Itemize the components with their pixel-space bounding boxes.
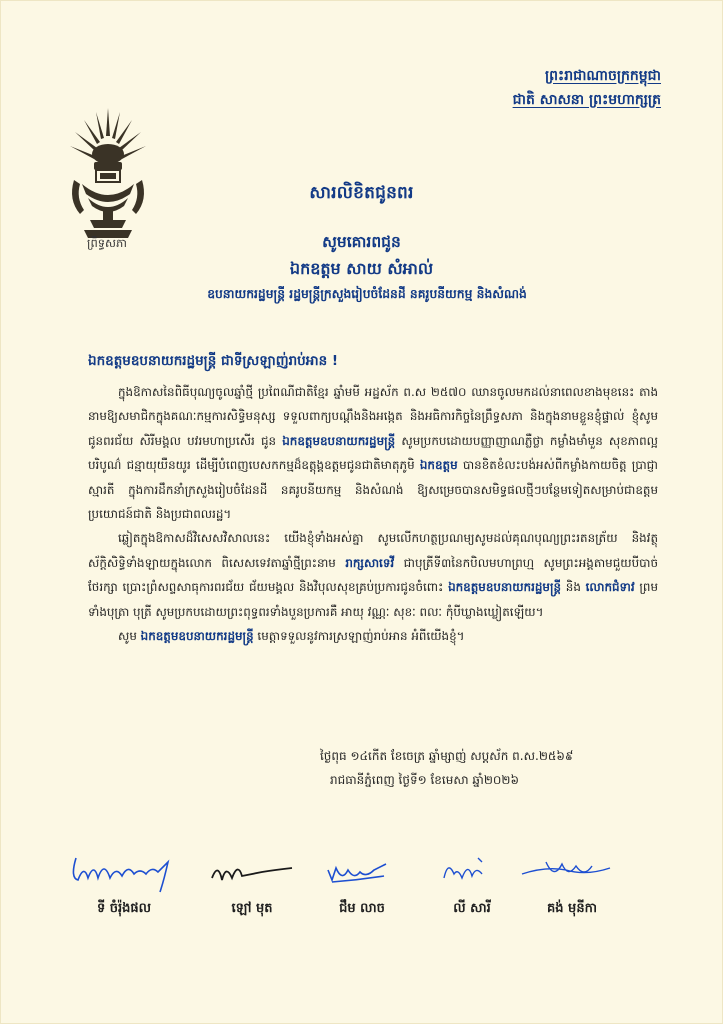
senate-emblem-icon (66, 106, 150, 246)
date-solar: រាជធានីភ្នំពេញ ថ្ងៃទី១ ខែមេសា ឆ្នាំ២០២៦ (330, 773, 519, 787)
document-title: សារលិខិតជូនពរ (309, 183, 414, 203)
paragraph-1 (88, 380, 658, 526)
p3-text-2: មេត្តាទទួលនូវការស្រឡាញ់រាប់អាន អំពីយើងខ្ញុំ។ (253, 629, 465, 644)
p2-bold-3: លោកជំទាវ (585, 580, 635, 595)
signatory-name-3: ជឹម លាច (339, 901, 385, 916)
p2-text-2: ជាបុត្រីទី៣នៃកបិលមហាព្រហ្ម សូមព្រះអង្គតាមជួយបីបាច់ថែរក្សា ប្រោះព្រំសព្ទសាធុការពរជ័យ ជ័យមង្គល និងវិបុលសុខគ្រប់ប្រការជូនចំពោះ (88, 555, 658, 595)
salutation: ឯកឧត្តមឧបនាយករដ្ឋមន្ត្រី ជាទីស្រឡាញ់រាប់អាន ! (88, 353, 339, 369)
recipient-position: ឧបនាយករដ្ឋមន្ត្រី រដ្ឋមន្ត្រីក្រសួងរៀបចំដែនដី នគរូបនីយកម្ម និងសំណង់ (207, 287, 527, 301)
signature-3 (302, 848, 422, 908)
p1-text-1: ក្នុងឱកាសនៃពិធីបុណ្យចូលឆ្នាំថ្មី ប្រពៃណីជាតិខ្មែរ ឆ្នាំមមី អដ្ឋស័ក ព.ស ២៥៧០ ឈានចូលមកដល់នាពេលខាងមុខនេះ តាងនាមឱ្យសមាជិកក្នុងគណៈកម្មការសិទ្ធិមនុស្ស ទទួលពាក្យបណ្តឹងនិងអង្កេត និងអធិការកិច្ចនៃព្រឹទ្ធសភា និងក្នុងនាមខ្លួនខ្ញុំផ្ទាល់ ខ្ញុំសូមជូនពរជ័យ សិរីមង្គល បវរមហាប្រសើរ ជូន (88, 385, 658, 448)
motto-kingdom: ព្រះរាជាណាចក្រកម្ពុជា (544, 68, 661, 84)
paragraph-2 (88, 526, 658, 624)
signatory-name-2: ឡៅ មុត (231, 901, 273, 916)
p2-bold-2: ឯកឧត្តមឧបនាយករដ្ឋមន្ត្រី (448, 580, 562, 595)
emblem-label-senate: ព្រឹទ្ធសភា (87, 236, 127, 250)
p3-text-1: សូម (118, 629, 141, 644)
signature-5 (506, 848, 626, 908)
p3-bold-1: ឯកឧត្តមឧបនាយករដ្ឋមន្ត្រី (140, 629, 254, 644)
recipient-name: ឯកឧត្តម សាយ សំអាល់ (289, 259, 434, 278)
p2-bold-1: រាក្សសាទេវី (345, 555, 395, 570)
letter-body (88, 380, 658, 648)
signatory-name-1: ទី ចំរ៉ុងផល (96, 901, 152, 916)
paragraph-3 (88, 624, 658, 648)
p2-text-4: ព្រមទាំងបុត្រា បុត្រី សូមប្រកបដោយព្រះពុទ្ធពរទាំងបួនប្រការគឺ អាយុ វណ្ណៈ សុខៈ ពលៈ កុំបីឃ្លាងឃ្លៀតឡើយ។ (88, 580, 659, 619)
national-motto (451, 64, 661, 112)
p1-text-3: បានខិតខំលះបង់អស់ពីកម្លាំងកាយចិត្ត ប្រាជ្ញាស្មារតី ក្នុងការដឹកនាំក្រសួងរៀបចំដែនដី នគរូបនីយកម្ម និងសំណង់ ឱ្យសម្រេចបានសមិទ្ធផលថ្មីៗបន្ថែមទៀតសម្រាប់ជាឧត្តមប្រយោជន៍ជាតិ និងប្រជាពលរដ្ឋ។ (88, 458, 658, 522)
p2-text-1: ឆ្លៀតក្នុងឱកាសដ៏វិសេសវិសាលនេះ យើងខ្ញុំទាំងអស់គ្នា សូមលើកហត្ថប្រណម្យសូមដល់គុណបុណ្យព្រះរតនត្រ័យ និងវត្ថុស័ក្តិសិទ្ធិទាំងឡាយក្នុងលោក ពិសេសទេវតាឆ្នាំថ្មីព្រះនាម (88, 531, 658, 570)
p1-bold-2: ឯកឧត្តម (419, 458, 458, 473)
p2-text-3: និង (561, 580, 586, 595)
signatory-name-5: គង់ មុនីកា (547, 901, 597, 916)
respect-line: សូមគោរពជូន (322, 233, 401, 251)
p1-text-2: សូមប្រកបដោយបញ្ញាញាណភ្លឺថ្លា កម្លាំងមាំមួន សុខភាពល្អបរិបូណ៌ ជន្មាយុយឺនយូរ ដើម្បីបំពេញបេសកកម្មដ៏ឧត្តុង្គឧត្តមជូនជាតិមាតុភូមិ (88, 433, 658, 473)
date-lunar: ថ្ងៃពុធ ១៤កើត ខែចេត្រ ឆ្នាំម្សាញ់ សប្តស័ក ព.ស.២៥៦៩ (320, 749, 574, 763)
motto-nation-religion-king: ជាតិ សាសនា ព្រះមហាក្សត្រ (512, 92, 661, 108)
signature-2 (192, 848, 312, 908)
signature-1 (64, 848, 184, 908)
signatory-name-4: លី សារី (453, 901, 491, 916)
p1-bold-1: ឯកឧត្តមឧបនាយករដ្ឋមន្ត្រី (282, 433, 396, 448)
